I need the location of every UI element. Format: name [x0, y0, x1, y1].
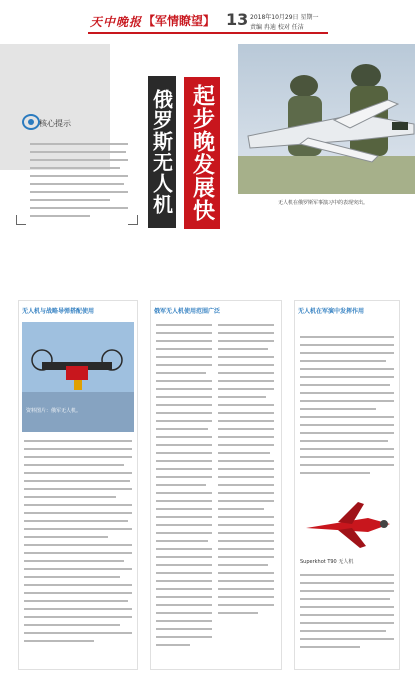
editor-credits: 责编 冉迪 校对 任洁 — [250, 24, 304, 31]
red-drone-photo — [298, 488, 398, 558]
headline-secondary: 俄罗斯无人机 — [148, 76, 176, 228]
core-tip-label: 核心提示 — [39, 119, 71, 128]
section-title: 【军情瞭望】 — [143, 14, 216, 28]
corner-mark — [128, 215, 138, 225]
core-tip-text — [30, 141, 132, 227]
headline-primary: 起步晚发展快 — [184, 77, 220, 229]
multicopter-drone-photo — [22, 322, 134, 432]
drone-photo-caption: 资料图片：俄军无人机。 — [26, 408, 82, 414]
right-column-title: 无人机在军演中发挥作用 — [298, 308, 365, 315]
page-number: 13 — [226, 10, 249, 29]
target-icon — [22, 114, 40, 130]
left-column-title: 无人机与战略导弹搭配使用 — [22, 308, 95, 315]
corner-mark — [16, 215, 26, 225]
newspaper-logo: 天中晚报 — [90, 15, 143, 29]
masthead-rule — [88, 32, 328, 34]
soldiers-drone-photo — [238, 44, 415, 194]
masthead — [0, 0, 415, 34]
photo-caption: 无人机在俄罗斯军事演习中的表现突出。 — [278, 200, 369, 206]
issue-date: 2018年10月29日 星期一 — [250, 14, 319, 21]
middle-column-title: 俄军无人机使用范围广泛 — [154, 308, 221, 315]
red-drone-caption: Superkhot T90 无人机 — [300, 559, 354, 565]
